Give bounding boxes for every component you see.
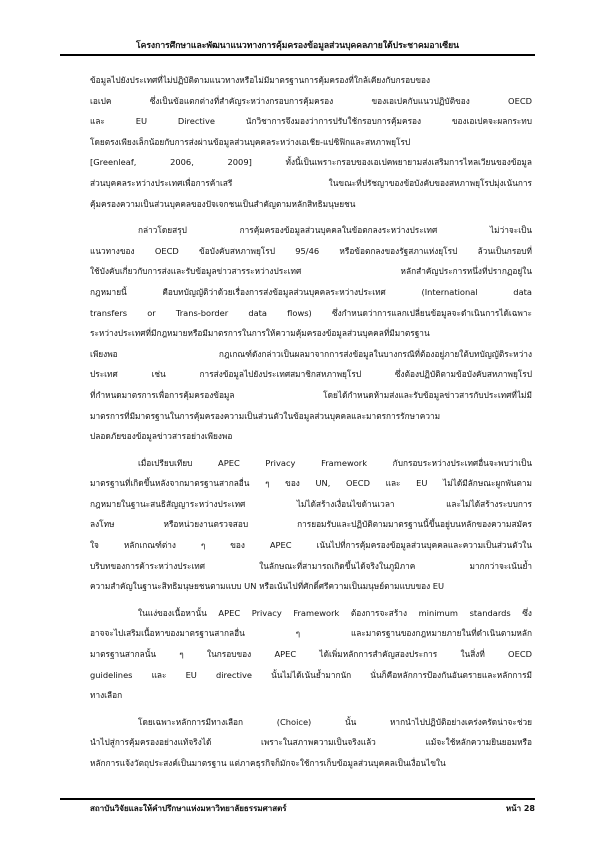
- text-line: หลักการแจ้งวัตถุประสงค์เป็นมาตรฐาน แต่ภาคธุรกิจก็มักจะใช้การเก็บข้อมูลส่วนบุคคลเป็นเงื่อนไขใน: [90, 758, 446, 768]
- paragraph: [90, 453, 532, 597]
- text-line: อาจจะไปเสริมเนื้อหาของมาตรฐานสากลอื่น ๆ และมาตรฐานของกฎหมายภายในที่ดำเนินตามหลัก: [90, 628, 532, 639]
- text-line: ความสำคัญในฐานะสิทธิมนุษยชนตามแบบ UN หรือเน้นไปที่ศักดิ์ศรีความเป็นมนุษย์ตามแบบของ EU: [90, 581, 445, 592]
- text-line: ทางเลือก: [90, 690, 123, 701]
- text-line: เอเปค ซึ่งเป็นข้อแตกต่างที่สำคัญระหว่างกรอบการคุ้มครอง ของเอเปคกับแนวปฏิบัติของ OECD: [90, 95, 532, 106]
- text-line: คุ้มครองความเป็นส่วนบุคคลของปัจเจกชนเป็นสำคัญตามหลักสิทธิมนุษยชน: [90, 198, 356, 209]
- paragraph: [90, 712, 532, 774]
- footer-rule: [60, 798, 535, 800]
- text-line: ปลอดภัยของข้อมูลข่าวสารอย่างเพียงพอ: [90, 431, 233, 442]
- text-line: กฎหมายในฐานะสนธิสัญญาระหว่างประเทศ ไม่ได้สร้างเงื่อนไขด้านเวลา และไม่ได้สร้างระบบการ: [90, 498, 532, 509]
- text-line: มาตรฐานสากลนั้น ๆ ในกรอบของ APEC ได้เพิ่มหลักการสำคัญสองประการ ในสิ่งที่ OECD: [90, 649, 532, 660]
- text-line: เมื่อเปรียบเทียบ APEC Privacy Framework กับกรอบระหว่างประเทศอื่นจะพบว่าเป็น: [138, 457, 532, 468]
- text-line: ใช้บังคับเกี่ยวกับการส่งและรับข้อมูลข่าวสารระหว่างประเทศ หลักสำคัญประการหนึ่งที่ปรากฏอยู่ใน: [90, 266, 532, 277]
- text-line: มาตรการที่มีมาตรฐานในการคุ้มครองความเป็นส่วนตัวในข้อมูลส่วนบุคคลและมาตรการรักษาความ: [90, 410, 441, 421]
- text-line: และ EU Directive นักวิชาการจึงมองว่าการปรับใช้กรอบการคุ้มครอง ของเอเปคจะผลกระทบ: [90, 116, 532, 127]
- running-header: โครงการศึกษาและพัฒนาแนวทางการคุ้มครองข้อมูลส่วนบุคคลภายใต้ประชาคมอาเซียน: [135, 41, 460, 51]
- text-line: โดยเฉพาะหลักการมีทางเลือก (Choice) นั้น หากนำไปปฏิบัติอย่างเคร่งครัดน่าจะช่วย: [138, 716, 532, 727]
- header-rule: [60, 54, 535, 56]
- text-line: กล่าวโดยสรุป การคุ้มครองข้อมูลส่วนบุคคลในข้อตกลงระหว่างประเทศ ไม่ว่าจะเป็น: [138, 225, 532, 236]
- page-number: หน้า 28: [505, 804, 535, 813]
- text-line: แนวทางของ OECD ข้อบังคับสหภาพยุโรป 95/46 หรือข้อตกลงของรัฐสภาแห่งยุโรป ล้วนเป็นกรอบที่: [90, 245, 532, 256]
- text-line: ระหว่างประเทศที่มีกฎหมายหรือมีมาตรการในการให้ความคุ้มครองข้อมูลส่วนบุคคลที่มีมาตรฐาน: [90, 328, 430, 339]
- text-line: [Greenleaf, 2006, 2009] ทั้งนี้เป็นเพราะกรอบของเอเปคพยายามส่งเสริมการไหลเวียนของข้อมูล: [90, 157, 532, 168]
- paragraph: [90, 220, 532, 447]
- text-line: ใจ หลักเกณฑ์ต่าง ๆ ของ APEC เน้นไปที่การคุ้มครองข้อมูลส่วนบุคคลและความเป็นส่วนตัวใน: [90, 540, 532, 551]
- text-line: ข้อมูลไปยังประเทศที่ไม่ปฏิบัติตามแนวทางหรือไม่มีมาตรฐานการคุ้มครองที่ใกล้เคียงกับกรอบของ: [90, 75, 431, 85]
- text-line: กฎหมายนี้ คือบทบัญญัติว่าด้วยเรื่องการส่งข้อมูลส่วนบุคคลระหว่างประเทศ (International data: [90, 286, 532, 297]
- text-line: ประเทศ เช่น การส่งข้อมูลไปยังประเทศสมาชิกสหภาพยุโรป ซึ่งต้องปฏิบัติตามข้อบังคับสหภาพยุโรป: [90, 369, 532, 380]
- paragraph: [90, 603, 532, 706]
- text-line: ส่วนบุคคลระหว่างประเทศเพื่อการค้าเสรี ในขณะที่ปรัชญาของข้อบังคับของสหภาพยุโรปมุ่งเน้นการ: [90, 177, 532, 188]
- paragraph: [90, 70, 532, 214]
- text-line: โดยตรงเพียงเล็กน้อยกับการส่งผ่านข้อมูลส่วนบุคคลระหว่างเอเชีย-แปซิฟิกและสหภาพยุโรป: [90, 136, 411, 147]
- text-line: transfers or Trans-border data flows) ซึ่งกำหนดว่าการแลกเปลี่ยนข้อมูลจะดำเนินการได้เฉพาะ: [90, 307, 532, 318]
- text-line: ในแง่ของเนื้อหานั้น APEC Privacy Framework ต้องการจะสร้าง minimum standards ซึ่ง: [138, 607, 532, 618]
- institute-name: สถาบันวิจัยและให้คำปรึกษาแห่งมหาวิทยาลัยธรรมศาสตร์: [90, 804, 287, 813]
- text-line: เพียงพอ กฎเกณฑ์ดังกล่าวเป็นผลมาจากการส่งข้อมูลในบางกรณีที่ต้องอยู่ภายใต้บทบัญญัติระหว่าง: [90, 348, 532, 359]
- text-line: ที่กำหนดมาตรการเพื่อการคุ้มครองข้อมูล โดยได้กำหนดห้ามส่งและรับข้อมูลข่าวสารกับประเทศที่ไม่มี: [90, 389, 532, 400]
- text-line: บริบทของการค้าระหว่างประเทศ ในลักษณะที่สามารถเกิดขึ้นได้จริงในภูมิภาค มากกว่าจะเน้นย้ำ: [90, 560, 532, 571]
- text-line: ลงโทษ หรือหน่วยงานตรวจสอบ การยอมรับและปฏิบัติตามมาตรฐานนี้ขึ้นอยู่บนหลักของความสมัคร: [90, 519, 532, 530]
- page-body: [90, 70, 532, 780]
- text-line: guidelines และ EU directive นั้นไม่ได้เน้นย้ำมากนัก นั่นก็คือหลักการป้องกันอันตรายและหลักการมี: [90, 669, 532, 680]
- text-line: นำไปสู่การคุ้มครองอย่างแท้จริงได้ เพราะในสภาพความเป็นจริงแล้ว แม้จะใช้หลักความยินยอมหรือ: [90, 737, 532, 748]
- text-line: มาตรฐานที่เกิดขึ้นหลังจากมาตรฐานสากลอื่น ๆ ของ UN, OECD และ EU ไม่ได้มีลักษณะผูกพันตาม: [90, 478, 532, 489]
